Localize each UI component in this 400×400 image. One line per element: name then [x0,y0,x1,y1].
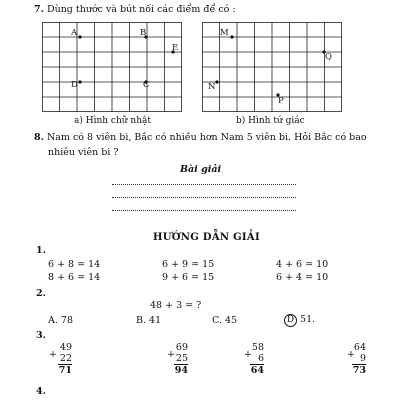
point-n [215,80,218,83]
question-8 [34,132,367,143]
plus-sign: + [347,349,355,360]
addend-top: 69 [175,342,188,353]
label-m: M [220,28,229,38]
vertical-sum-1 [58,342,72,376]
equation: 6 + 9 = 15 [162,259,215,270]
equation: 4 + 6 = 10 [276,259,329,270]
sum-result: 73 [352,365,366,376]
question-text-line1: Nam có 8 viên bi, Bắc có nhiều hơn Nam 5 viên bi. Hỏi Bắc có bao [46,132,367,143]
point-d [78,80,81,83]
answer-circle: D [284,314,297,327]
vertical-sum-2 [174,342,188,376]
question-number: 7. [34,4,44,15]
option-a: A. 78 [48,315,73,326]
grid-rectangle [42,22,182,112]
addend-bottom: 9 [359,353,366,364]
option-d-selected [284,314,315,327]
addend-bottom: 6 [257,353,264,364]
answer-line-1[interactable] [112,184,296,185]
equation: 6 + 8 = 14 [48,259,101,270]
label-c: C [143,80,150,90]
label-d: D [71,80,78,90]
solution-4-number: 4. [36,386,46,397]
addend-bottom: 22 [59,353,72,364]
plus-sign: + [167,349,175,360]
equation: 8 + 6 = 14 [48,272,101,283]
answer-line-3[interactable] [112,210,296,211]
vertical-sum-3 [250,342,264,376]
addend-top: 58 [251,342,264,353]
point-a [78,35,81,38]
label-q: Q [325,52,332,62]
sum-result: 64 [250,365,264,376]
addend-top: 49 [59,342,72,353]
question-7 [34,4,236,15]
vertical-sum-4 [352,342,366,376]
label-a: A [71,28,78,38]
addend-bottom: 25 [175,353,188,364]
guide-title: HƯỚNG DẪN GIẢI [153,232,260,243]
solution-title: Bài giải [180,164,222,175]
addend-top: 64 [353,342,366,353]
label-p: P [278,96,284,106]
label-n: N [208,82,216,92]
label-b: B [140,28,147,38]
solution-2-number: 2. [36,288,46,299]
question-number: 8. [34,132,44,143]
solution-1-number: 1. [36,245,46,256]
solution-3-number: 3. [36,330,46,341]
sum-result: 71 [58,365,72,376]
equation: 6 + 4 = 10 [276,272,329,283]
question-text: Dùng thước và bút nối các điểm để có : [46,4,236,15]
caption-quadrilateral: b) Hình tứ giác [236,116,305,126]
sum-result: 94 [174,365,188,376]
label-e: E [172,43,179,53]
point-m [230,35,233,38]
question-text-line2: nhiêu viên bi ? [48,147,119,158]
plus-sign: + [49,349,57,360]
plus-sign: + [244,349,252,360]
caption-rectangle: a) Hình chữ nhật [74,116,151,126]
equation: 9 + 6 = 15 [162,272,215,283]
answer-line-2[interactable] [112,197,296,198]
option-b: B. 41 [136,315,162,326]
answer-value: 51. [300,314,316,325]
option-c: C. 45 [212,315,238,326]
problem-expression: 48 + 3 = ? [150,300,202,311]
